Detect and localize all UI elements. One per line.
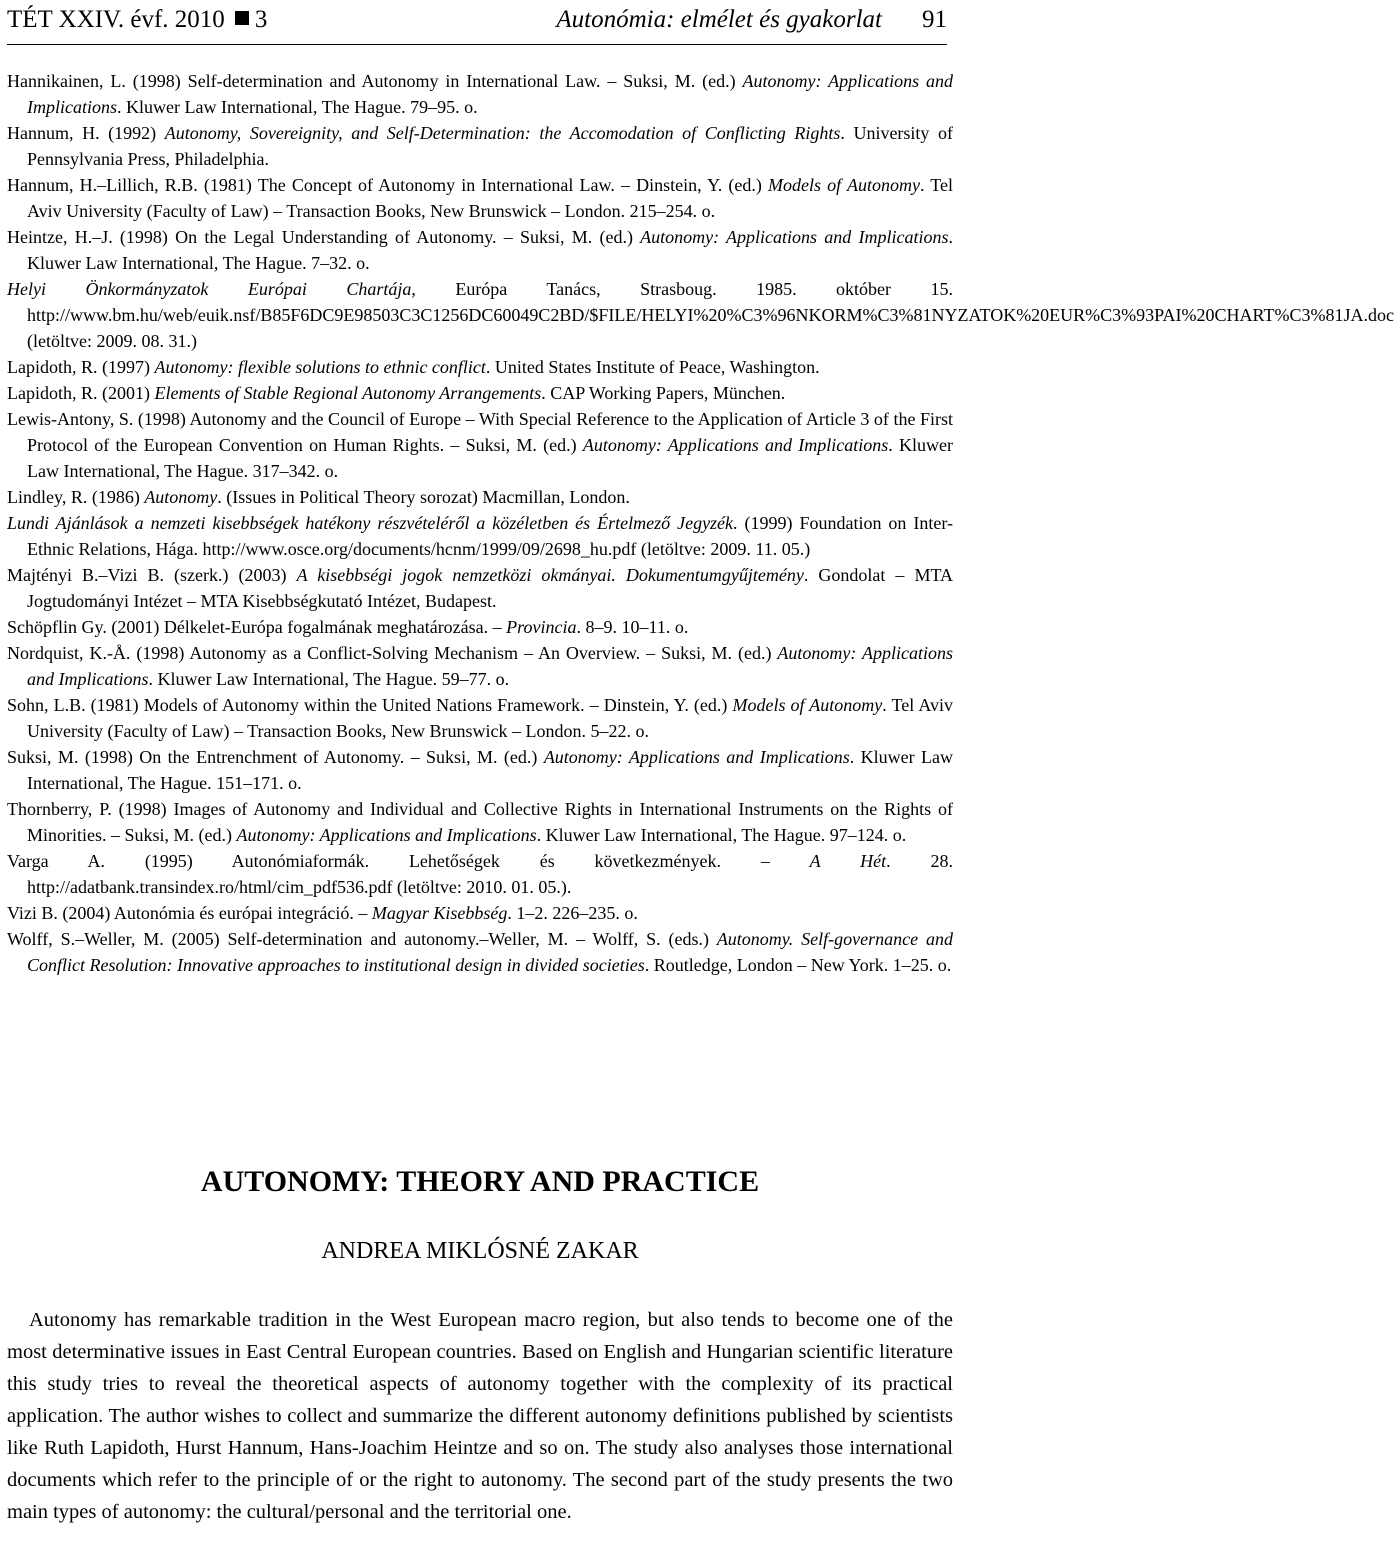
reference-italic-title: Models of Autonomy [732, 695, 883, 715]
reference-publication-info: , Európa Tanács, Strasboug. 1985. október 15. http://www.bm.hu/web/euik.nsf/B85F6DC9E98503C3C1256DC60049C2BD/$FILE/HELYI%20%C3%96NKORM%C3%81NYZATOK%20EUR%C3%93PAI%20CHART%C3%81JA.doc (letöltve: 2009. 08. 31.) [27, 279, 1394, 351]
reference-italic-title: Autonomy: Applications and Implications [582, 435, 889, 455]
reference-entry [7, 510, 953, 562]
reference-publication-info: . Kluwer Law International, The Hague. 79–95. o. [117, 97, 478, 117]
reference-publication-info: . (1999) Foundation on Inter-Ethnic Relations, Hága. http://www.osce.org/documents/hcnm/1999/09/2698_hu.pdf (letöltve: 2009. 11. 05.) [27, 513, 953, 559]
reference-entry [7, 484, 953, 510]
reference-text: Wolff, S.–Weller, M. (2005) Self-determination and autonomy.–Weller, M. – Wolff, S. (eds.) [7, 929, 717, 949]
reference-publication-info: . 1–2. 226–235. o. [507, 903, 638, 923]
reference-publication-info: . CAP Working Papers, München. [541, 383, 786, 403]
reference-entry [7, 796, 953, 848]
reference-entry [7, 744, 953, 796]
reference-entry [7, 848, 953, 900]
square-bullet-icon [235, 11, 249, 25]
reference-list [7, 68, 1394, 978]
reference-text: Heintze, H.–J. (1998) On the Legal Understanding of Autonomy. – Suksi, M. (ed.) [7, 227, 641, 247]
reference-entry [7, 900, 953, 926]
reference-publication-info: . Kluwer Law International, The Hague. 151–171. o. [27, 747, 954, 793]
section-title: Autonómia: elmélet és gyakorlat [556, 6, 882, 33]
reference-entry [7, 172, 953, 224]
reference-italic-title: Autonomy: Applications and Implications [236, 825, 537, 845]
header-section-info [556, 0, 947, 40]
reference-text: Hannum, H.–Lillich, R.B. (1981) The Concept of Autonomy in International Law. – Dinstein, Y. (ed.) [7, 175, 769, 195]
reference-publication-info: . Kluwer Law International, The Hague. 97–124. o. [536, 825, 907, 845]
reference-publication-info: . University of Pennsylvania Press, Philadelphia. [27, 123, 954, 169]
reference-italic-title: Magyar Kisebbség [371, 903, 508, 923]
header-journal-info [7, 0, 267, 40]
running-header [7, 0, 947, 45]
reference-entry [7, 276, 1394, 354]
reference-entry [7, 354, 953, 380]
reference-italic-title: Autonomy: Applications and Implications [543, 747, 850, 767]
article-author: ANDREA MIKLÓSNÉ ZAKAR [321, 1238, 639, 1264]
reference-text: Thornberry, P. (1998) Images of Autonomy and Individual and Collective Rights in International Instruments on the Rights of Minorities. – Suksi, M. (ed.) [7, 799, 953, 845]
reference-italic-title: Models of Autonomy [768, 175, 920, 195]
reference-italic-title: Provincia [506, 617, 577, 637]
reference-italic-title: Elements of Stable Regional Autonomy Arrangements [154, 383, 542, 403]
reference-publication-info: . Tel Aviv University (Faculty of Law) – Transaction Books, New Brunswick – London. 215–254. o. [27, 175, 953, 221]
reference-text: Lewis-Antony, S. (1998) Autonomy and the Council of Europe – With Special Reference to the Application of Article 3 of the First Protocol of the European Convention on Human Rights. – Suksi, M. (ed.) [7, 409, 953, 455]
reference-text: Lindley, R. (1986) [7, 487, 145, 507]
reference-entry [7, 562, 953, 614]
reference-text: Sohn, L.B. (1981) Models of Autonomy within the United Nations Framework. – Dinstein, Y. (ed.) [7, 695, 733, 715]
reference-entry [7, 692, 953, 744]
reference-publication-info: . 8–9. 10–11. o. [576, 617, 689, 637]
reference-text: Lapidoth, R. (1997) [7, 357, 155, 377]
reference-italic-title: Autonomy: Applications and Implications [27, 71, 953, 117]
reference-italic-title: Helyi Önkormányzatok Európai Chartája [7, 279, 412, 299]
reference-entry [7, 640, 953, 692]
reference-italic-title: A Hét [809, 851, 887, 871]
reference-publication-info: . 28. http://adatbank.transindex.ro/html/cim_pdf536.pdf (letöltve: 2010. 01. 05.). [27, 851, 954, 897]
reference-publication-info: . United States Institute of Peace, Washington. [485, 357, 820, 377]
reference-publication-info: . Routledge, London – New York. 1–25. o. [644, 955, 952, 975]
reference-text: Schöpflin Gy. (2001) Délkelet-Európa fogalmának meghatározása. – [7, 617, 507, 637]
reference-entry [7, 614, 953, 640]
reference-italic-title: Autonomy. Self-governance and Conflict Resolution: Innovative approaches to institutional design in divided societies [27, 929, 953, 975]
reference-text: Varga A. (1995) Autonómiaformák. Lehetőségek és következmények. – [7, 851, 810, 871]
reference-text: Majtényi B.–Vizi B. (szerk.) (2003) [7, 565, 297, 585]
page-number: 91 [922, 6, 947, 33]
reference-entry [7, 224, 953, 276]
article-title: AUTONOMY: THEORY AND PRACTICE [200, 1165, 760, 1198]
article-abstract: Autonomy has remarkable tradition in the West European macro region, but also tends to become one of the most determinative issues in East Central European countries. Based on English and Hungarian scientific literature this study tries to reveal the theoretical aspects of autonomy together with the complexity of its practical application. The author wishes to collect and summarize the different autonomy definitions published by scientists like Ruth Lapidoth, Hurst Hannum, Hans-Joachim Heintze and so on. The study also analyses those international documents which refer to the principle of or the right to autonomy. The second part of the study presents the two main types of autonomy: the cultural/personal and the territorial one. [7, 1309, 953, 1523]
reference-publication-info: . Kluwer Law International, The Hague. 59–77. o. [148, 669, 510, 689]
reference-text: Vizi B. (2004) Autonómia és európai integráció. – [7, 903, 372, 923]
reference-italic-title: A kisebbségi jogok nemzetközi okmányai. Dokumentumgyűjtemény [296, 565, 804, 585]
reference-text: Hannum, H. (1992) [7, 123, 165, 143]
issue-number: 3 [254, 6, 268, 33]
reference-publication-info: . Kluwer Law International, The Hague. 7–32. o. [27, 227, 953, 273]
reference-entry [7, 406, 953, 484]
reference-text: Suksi, M. (1998) On the Entrenchment of Autonomy. – Suksi, M. (ed.) [7, 747, 544, 767]
reference-text: Nordquist, K.-Å. (1998) Autonomy as a Conflict-Solving Mechanism – An Overview. – Suksi, M. (ed.) [7, 643, 778, 663]
reference-publication-info: . Tel Aviv University (Faculty of Law) – Transaction Books, New Brunswick – London. 5–22. o. [27, 695, 953, 741]
reference-entry [7, 68, 953, 120]
reference-entry [7, 120, 953, 172]
reference-italic-title: Lundi Ajánlások a nemzeti kisebbségek hatékony részvételéről a közéletben és Értelmező Jegyzék [7, 513, 734, 533]
reference-entry [7, 926, 953, 978]
reference-text: Lapidoth, R. (2001) [7, 383, 155, 403]
reference-publication-info: . Gondolat – MTA Jogtudományi Intézet – MTA Kisebbségkutató Intézet, Budapest. [27, 565, 953, 611]
reference-publication-info: . Kluwer Law International, The Hague. 317–342. o. [27, 435, 953, 481]
reference-italic-title: Autonomy: Applications and Implications [27, 643, 953, 689]
reference-italic-title: Autonomy: Applications and Implications [640, 227, 949, 247]
reference-italic-title: Autonomy [144, 487, 218, 507]
reference-publication-info: . (Issues in Political Theory sorozat) Macmillan, London. [217, 487, 630, 507]
reference-italic-title: Autonomy, Sovereignity, and Self-Determination: the Accomodation of Conflicting Rights [164, 123, 841, 143]
reference-text: Hannikainen, L. (1998) Self-determination and Autonomy in International Law. – Suksi, M. (ed.) [7, 71, 743, 91]
reference-entry [7, 380, 953, 406]
reference-italic-title: Autonomy: flexible solutions to ethnic conflict [154, 357, 486, 377]
journal-volume: TÉT XXIV. évf. 2010 [7, 6, 225, 33]
